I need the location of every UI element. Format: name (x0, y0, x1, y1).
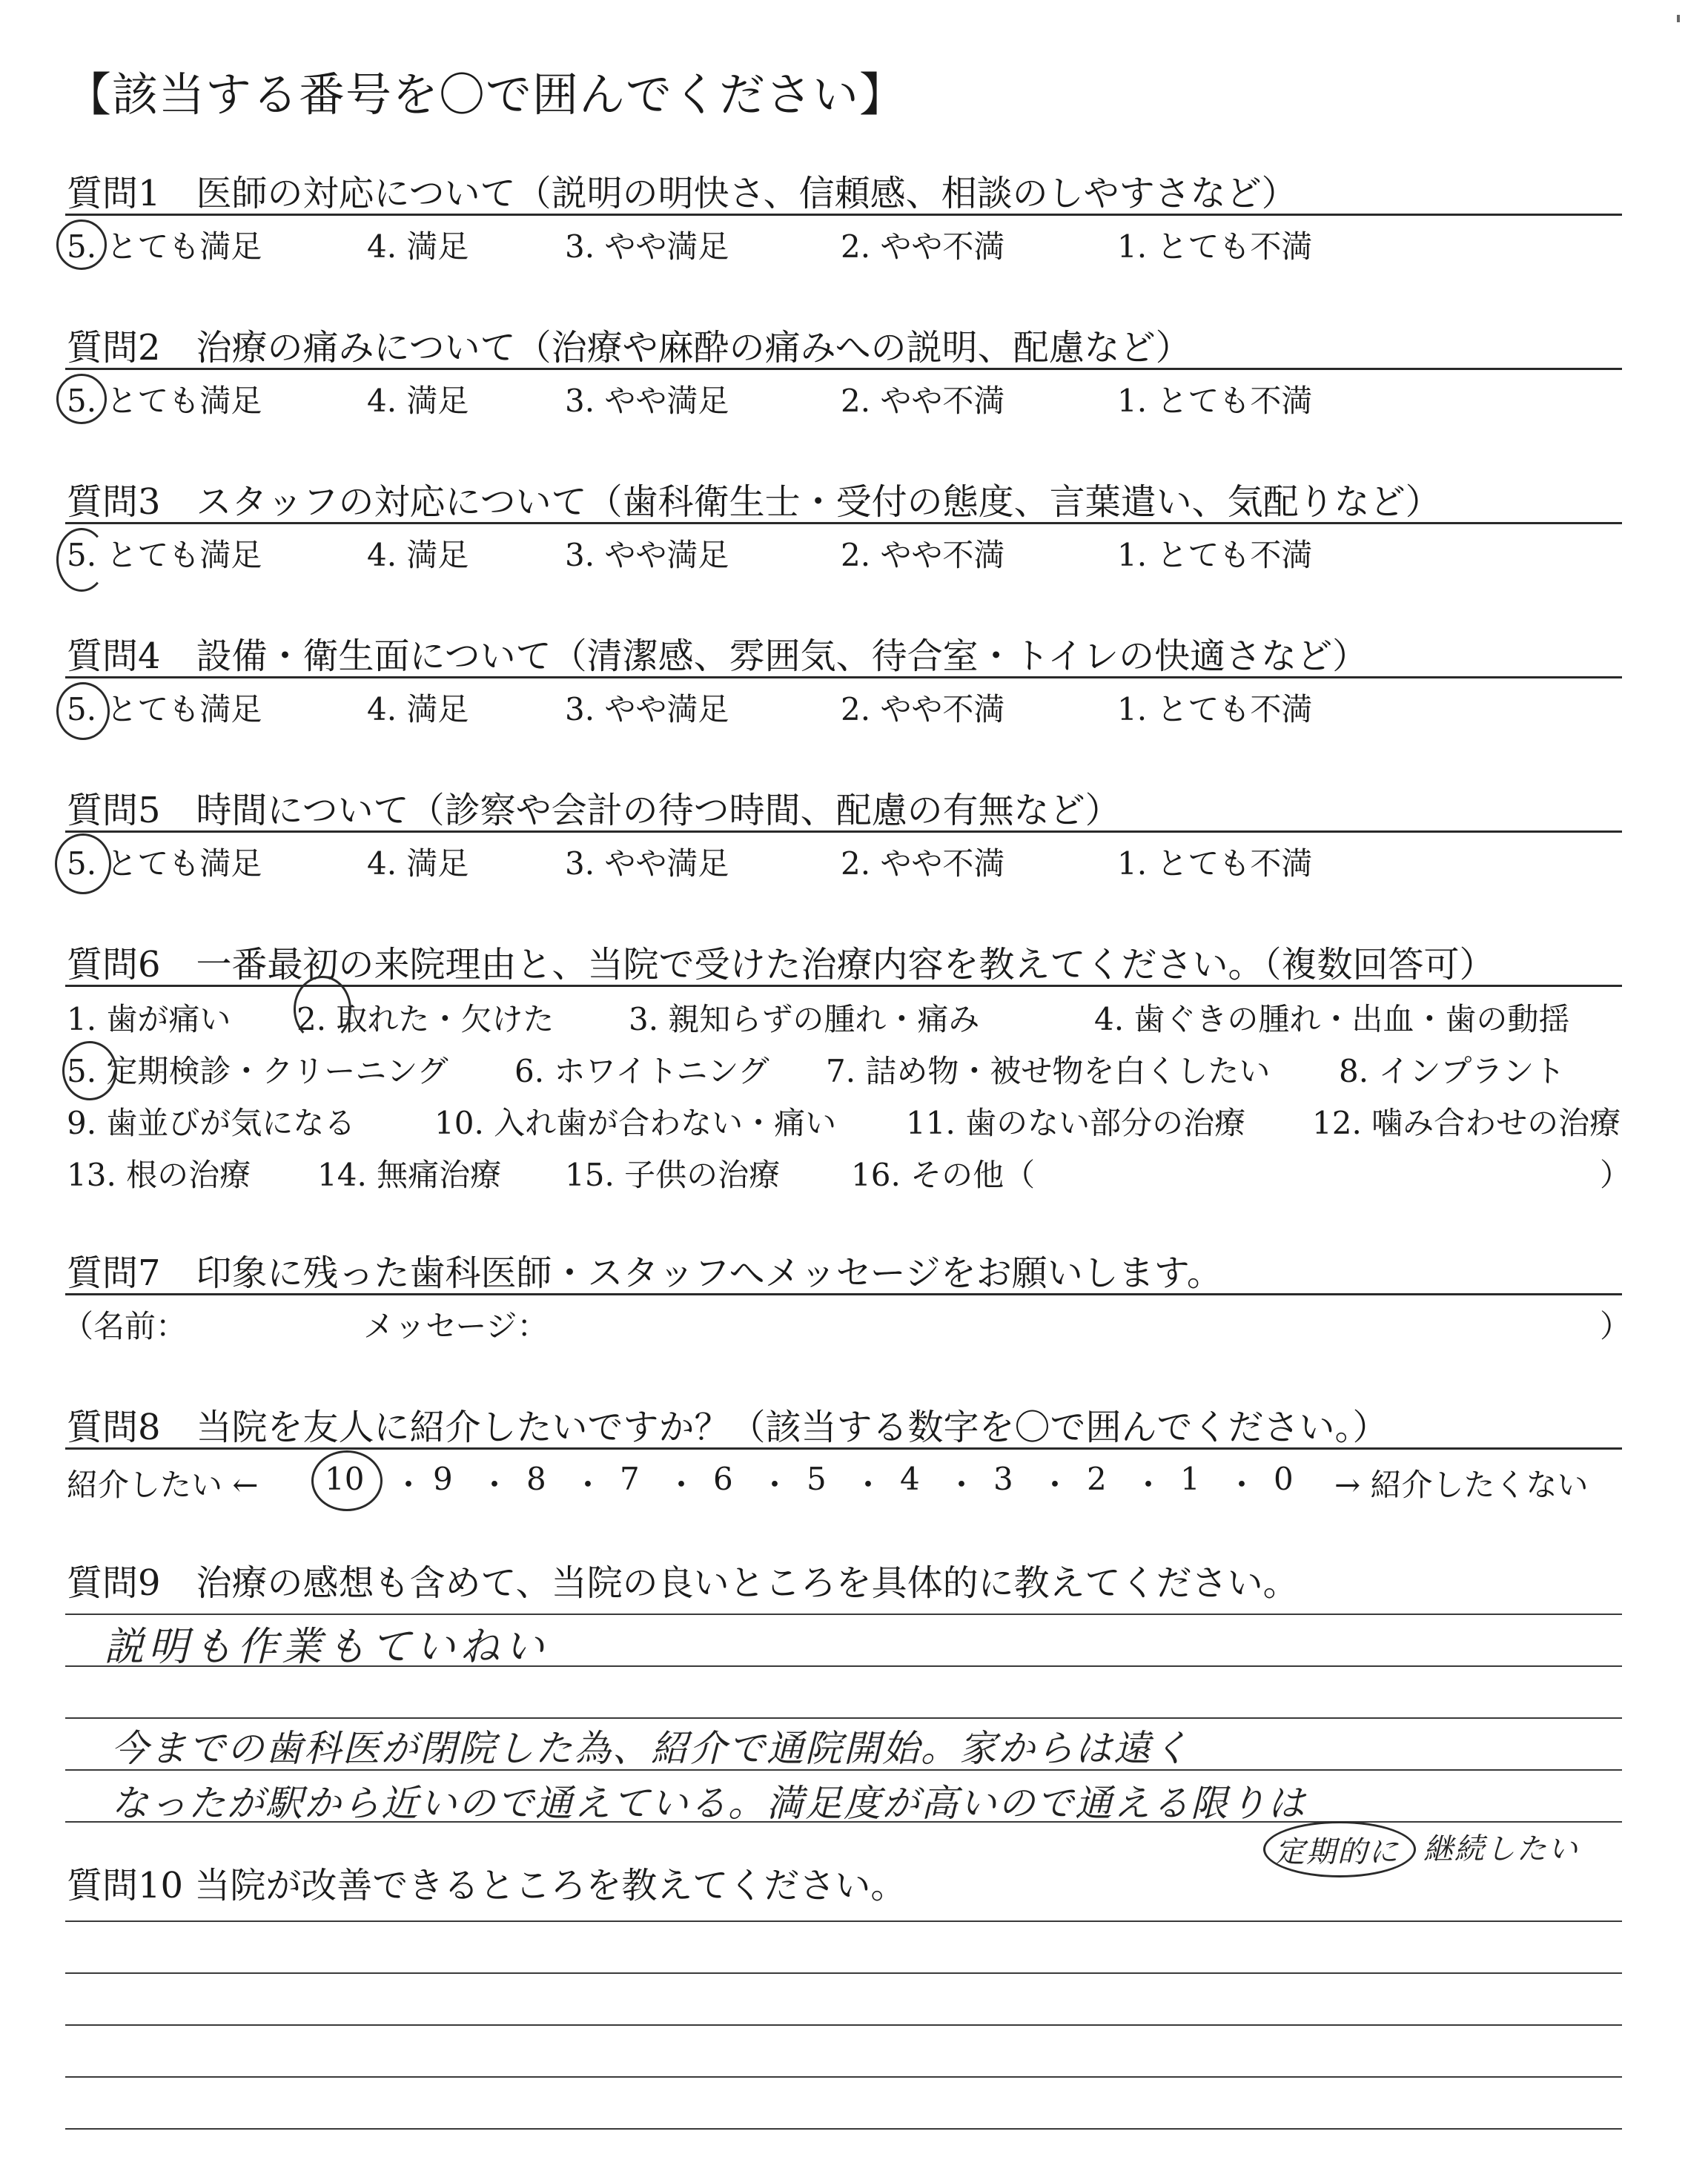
q6-option-13[interactable]: 13. 根の治療 (67, 1157, 251, 1193)
q8-left-label: 紹介したい ← (67, 1467, 259, 1503)
question-2: 質問2 治療の痛みについて（治療や麻酔の痛みへの説明、配慮など） (67, 327, 1191, 369)
q8-dot: ・ (1039, 1467, 1071, 1503)
question-3: 質問3 スタッフの対応について（歯科衛生士・受付の態度、言葉遣い、気配りなど） (67, 481, 1441, 523)
question-3-options (67, 531, 1623, 571)
q2-option-1[interactable]: 1. とても不満 (1117, 383, 1313, 419)
q4-option-5[interactable]: 5. とても満足 (67, 691, 262, 727)
q1-option-1[interactable]: 1. とても不満 (1117, 228, 1313, 265)
q8-dot: ・ (946, 1467, 978, 1503)
q6-option-5[interactable]: 5. 定期検診・クリーニング (67, 1053, 448, 1089)
question-1-options (67, 222, 1623, 265)
q8-number-1[interactable]: 1 (1180, 1461, 1200, 1497)
q6-option-16-close: ） (1600, 1157, 1632, 1193)
q8-number-10[interactable]: 10 (325, 1461, 365, 1497)
q6-option-1[interactable]: 1. 歯が痛い (67, 1001, 231, 1037)
q6-option-6[interactable]: 6. ホワイトニング (514, 1053, 769, 1089)
q8-number-6[interactable]: 6 (713, 1461, 733, 1497)
q7-close: ） (1600, 1308, 1632, 1344)
q8-number-3[interactable]: 3 (993, 1461, 1013, 1497)
q3-option-2[interactable]: 2. やや不満 (841, 537, 1005, 573)
q8-number-0[interactable]: 0 (1274, 1461, 1294, 1497)
q10-answer-line-3 (65, 2024, 1622, 2026)
q7-message-label: メッセージ： (363, 1308, 549, 1344)
q10-answer-line-1 (65, 1920, 1622, 1922)
form-title: 【該当する番号を〇で囲んでください】 (65, 67, 907, 122)
question-7: 質問7 印象に残った歯科医師・スタッフへメッセージをお願いします。 (67, 1252, 1222, 1294)
q6-option-12[interactable]: 12. 噛み合わせの治療 (1312, 1105, 1621, 1141)
question-6-rule (65, 985, 1622, 987)
q1-option-3[interactable]: 3. やや満足 (565, 228, 729, 265)
q5-option-2[interactable]: 2. やや不満 (841, 845, 1005, 882)
q6-option-16[interactable]: 16. その他（ (851, 1157, 1036, 1193)
q6-option-14[interactable]: 14. 無痛治療 (317, 1157, 502, 1193)
q4-option-3[interactable]: 3. やや満足 (565, 691, 729, 727)
q8-dot: ・ (666, 1467, 698, 1503)
q3-option-4[interactable]: 4. 満足 (367, 537, 469, 573)
q8-dot: ・ (759, 1467, 791, 1503)
q4-option-4[interactable]: 4. 満足 (367, 691, 469, 727)
question-8-rule (65, 1447, 1622, 1450)
question-4-options (67, 685, 1623, 725)
q9-handwriting-4-circled: 定期的に (1275, 1835, 1400, 1869)
q9-handwriting-1: 説明も作業もていねい (104, 1623, 549, 1670)
question-5: 質問5 時間について（診察や会計の待つ時間、配慮の有無など） (67, 790, 1121, 831)
q6-option-15[interactable]: 15. 子供の治療 (565, 1157, 781, 1193)
q6-option-2[interactable]: 2. 取れた・欠けた (297, 1001, 555, 1037)
question-4: 質問4 設備・衛生面について（清潔感、雰囲気、待合室・トイレの快適さなど） (67, 635, 1368, 677)
question-10: 質問10 当院が改善できるところを教えてください。 (67, 1865, 907, 1906)
q9-handwriting-2: 今までの歯科医が閉院した為、紹介で通院開始。家からは遠く (111, 1727, 1191, 1770)
question-3-rule (65, 522, 1622, 524)
q8-scale (67, 1461, 1623, 1505)
q6-option-3[interactable]: 3. 親知らずの腫れ・痛み (629, 1001, 980, 1037)
q6-option-4[interactable]: 4. 歯ぐきの腫れ・出血・歯の動揺 (1094, 1001, 1570, 1037)
q8-dot: ・ (572, 1467, 604, 1503)
scan-mark (1677, 15, 1680, 22)
q8-dot: ・ (479, 1467, 511, 1503)
q7-name-label: （名前： (62, 1308, 188, 1344)
question-7-rule (65, 1293, 1622, 1295)
q10-answer-line-5 (65, 2128, 1622, 2130)
q5-option-5[interactable]: 5. とても満足 (67, 845, 262, 882)
q8-number-7[interactable]: 7 (620, 1461, 640, 1497)
q4-option-2[interactable]: 2. やや不満 (841, 691, 1005, 727)
q8-dot: ・ (853, 1467, 884, 1503)
question-5-rule (65, 830, 1622, 833)
question-8: 質問8 当院を友人に紹介したいですか？（該当する数字を〇で囲んでください。） (67, 1407, 1388, 1448)
q9-handwriting-3: なったが駅から近いので通えている。満足度が高いので通える限りは (111, 1782, 1306, 1825)
q8-number-5[interactable]: 5 (807, 1461, 827, 1497)
q6-option-7[interactable]: 7. 詰め物・被せ物を白くしたい (826, 1053, 1271, 1089)
q2-option-3[interactable]: 3. やや満足 (565, 383, 729, 419)
q8-right-label: → 紹介したくない (1334, 1467, 1589, 1503)
question-4-rule (65, 676, 1622, 678)
q2-option-2[interactable]: 2. やや不満 (841, 383, 1005, 419)
question-9: 質問9 治療の感想も含めて、当院の良いところを具体的に教えてください。 (67, 1562, 1299, 1604)
q1-option-4[interactable]: 4. 満足 (367, 228, 469, 265)
q8-number-4[interactable]: 4 (900, 1461, 920, 1497)
question-2-options (67, 377, 1623, 417)
q2-option-5[interactable]: 5. とても満足 (67, 383, 262, 419)
q2-option-4[interactable]: 4. 満足 (367, 383, 469, 419)
q8-dot: ・ (1133, 1467, 1165, 1503)
question-5-options (67, 839, 1623, 882)
q4-option-1[interactable]: 1. とても不満 (1117, 691, 1313, 727)
q3-option-5[interactable]: 5. とても満足 (67, 537, 262, 573)
question-6: 質問6 一番最初の来院理由と、当院で受けた治療内容を教えてください。（複数回答可） (67, 944, 1495, 985)
q8-number-8[interactable]: 8 (526, 1461, 546, 1497)
q6-option-9[interactable]: 9. 歯並びが気になる (67, 1105, 356, 1141)
q8-number-9[interactable]: 9 (433, 1461, 453, 1497)
q8-number-2[interactable]: 2 (1087, 1461, 1107, 1497)
q6-option-8[interactable]: 8. インプラント (1339, 1053, 1566, 1089)
q8-dot: ・ (1226, 1467, 1258, 1503)
q10-answer-line-2 (65, 1972, 1622, 1974)
q3-option-3[interactable]: 3. やや満足 (565, 537, 729, 573)
q5-option-4[interactable]: 4. 満足 (367, 845, 469, 882)
q10-answer-line-4 (65, 2076, 1622, 2078)
q3-option-1[interactable]: 1. とても不満 (1117, 537, 1313, 573)
question-1: 質問1 医師の対応について（説明の明快さ、信頼感、相談のしやすさなど） (67, 173, 1297, 214)
q5-option-1[interactable]: 1. とても不満 (1117, 845, 1313, 882)
q1-option-2[interactable]: 2. やや不満 (841, 228, 1005, 265)
q8-dot: ・ (393, 1467, 425, 1503)
q5-option-3[interactable]: 3. やや満足 (565, 845, 729, 882)
q1-option-5[interactable]: 5. とても満足 (67, 228, 262, 265)
question-2-rule (65, 368, 1622, 370)
question-1-rule (65, 214, 1622, 216)
q9-handwriting-4-rest: 継続したい (1423, 1832, 1579, 1866)
q6-option-11[interactable]: 11. 歯のない部分の治療 (906, 1105, 1246, 1141)
q6-option-10[interactable]: 10. 入れ歯が合わない・痛い (434, 1105, 837, 1141)
